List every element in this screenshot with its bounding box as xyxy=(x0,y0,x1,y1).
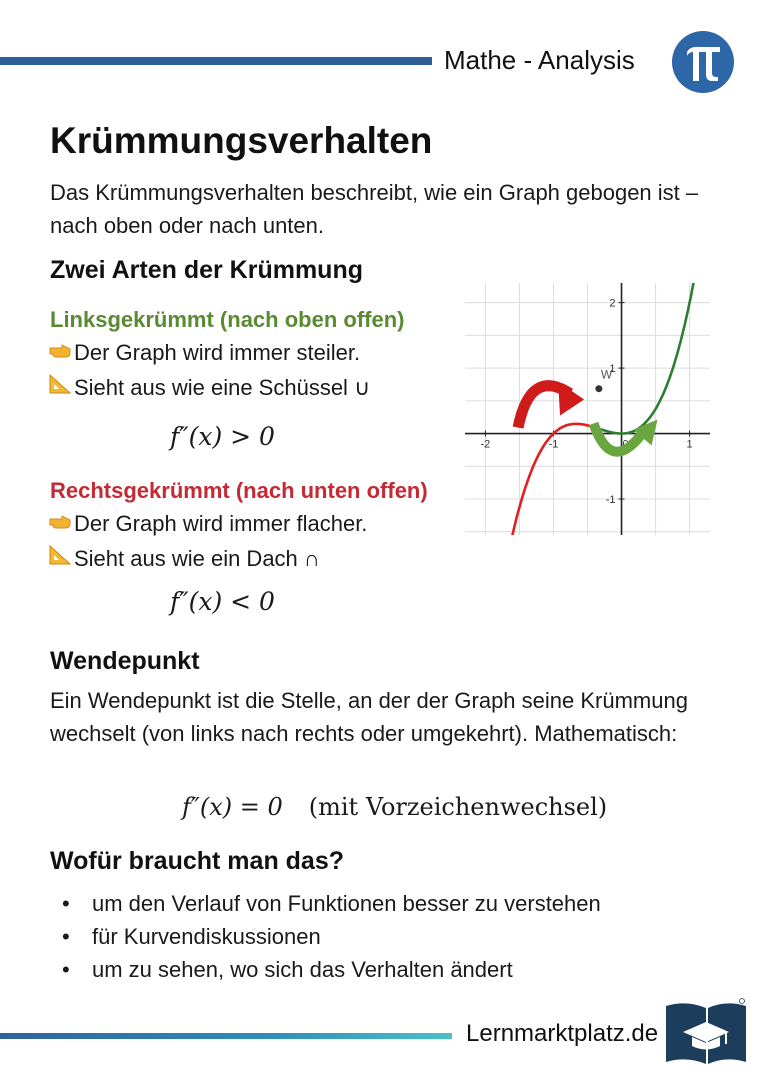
chart-grid xyxy=(465,283,710,535)
list-item: • um den Verlauf von Funktionen besser zu verstehen xyxy=(62,887,601,920)
right-curvature-line-1-text: Der Graph wird immer flacher. xyxy=(74,511,368,536)
triangle-ruler-icon xyxy=(48,373,74,401)
x-tick-label: -1 xyxy=(548,438,559,451)
book-graduation-cap-icon xyxy=(664,998,750,1073)
wendepunkt-text: Ein Wendepunkt ist die Stelle, an der der Graph seine Krümmung wechselt (von links nach rechts oder umgekehrt). Mathematisch: xyxy=(50,688,688,746)
list-item: • für Kurvendiskussionen xyxy=(62,920,601,953)
triangle-ruler-icon xyxy=(48,544,74,572)
left-curvature-heading: Linksgekrümmt (nach oben offen) xyxy=(50,307,405,332)
y-tick-label: -1 xyxy=(605,494,616,506)
curvature-chart xyxy=(465,283,710,540)
uses-list xyxy=(62,887,601,986)
footer-brand: Lernmarktplatz.de xyxy=(466,1020,659,1047)
left-curvature-formula: f″(x) > 0 xyxy=(170,422,275,451)
right-curvature-line-1 xyxy=(48,511,367,537)
x-tick-label: 0 xyxy=(622,438,629,451)
wendepunkt-formula-main: f″(x) = 0 xyxy=(182,793,283,821)
left-curvature-line-2 xyxy=(48,373,370,401)
chart-marks xyxy=(595,368,613,393)
pointing-hand-icon xyxy=(48,511,74,537)
left-curvature-line-1 xyxy=(48,340,360,366)
chart-curves xyxy=(506,283,699,535)
inflection-point-label: W xyxy=(600,367,613,382)
header-accent-line xyxy=(0,57,432,65)
right-curvature-formula: f″(x) < 0 xyxy=(170,587,275,616)
section-heading-wendepunkt: Wendepunkt xyxy=(50,647,200,675)
wendepunkt-formula xyxy=(182,793,607,821)
right-curvature-line-2 xyxy=(48,544,320,572)
subject-label: Mathe - Analysis xyxy=(444,45,635,75)
x-tick-label: 1 xyxy=(686,438,693,451)
red-arrow-head xyxy=(558,382,584,416)
right-curvature-line-2-text: Sieht aus wie ein Dach ∩ xyxy=(74,546,320,571)
section-heading-types: Zwei Arten der Krümmung xyxy=(50,256,363,284)
intro-text: Das Krümmungsverhalten beschreibt, wie ein Graph gebogen ist – nach oben oder nach unten. xyxy=(50,180,699,238)
inflection-point xyxy=(595,385,602,392)
pi-icon xyxy=(672,31,734,93)
wendepunkt-formula-note: (mit Vorzeichenwechsel) xyxy=(308,793,608,821)
y-tick-label: 2 xyxy=(609,297,616,310)
section-heading-uses: Wofür braucht man das? xyxy=(50,847,345,875)
list-item: • um zu sehen, wo sich das Verhalten ändert xyxy=(62,953,601,986)
left-curvature-line-2-text: Sieht aus wie eine Schüssel ∪ xyxy=(74,375,371,400)
page-title: Krümmungsverhalten xyxy=(50,120,433,161)
footer-accent-line xyxy=(0,1033,452,1039)
green-curvature-arrow xyxy=(594,424,644,452)
y-tick-label: 1 xyxy=(609,363,616,376)
right-curvature-heading: Rechtsgekrümmt (nach unten offen) xyxy=(50,478,428,503)
pointing-hand-icon xyxy=(48,340,74,366)
x-tick-label: -2 xyxy=(480,438,491,451)
curvature-chart-svg xyxy=(465,283,710,535)
left-curvature-line-1-text: Der Graph wird immer steiler. xyxy=(74,340,361,365)
